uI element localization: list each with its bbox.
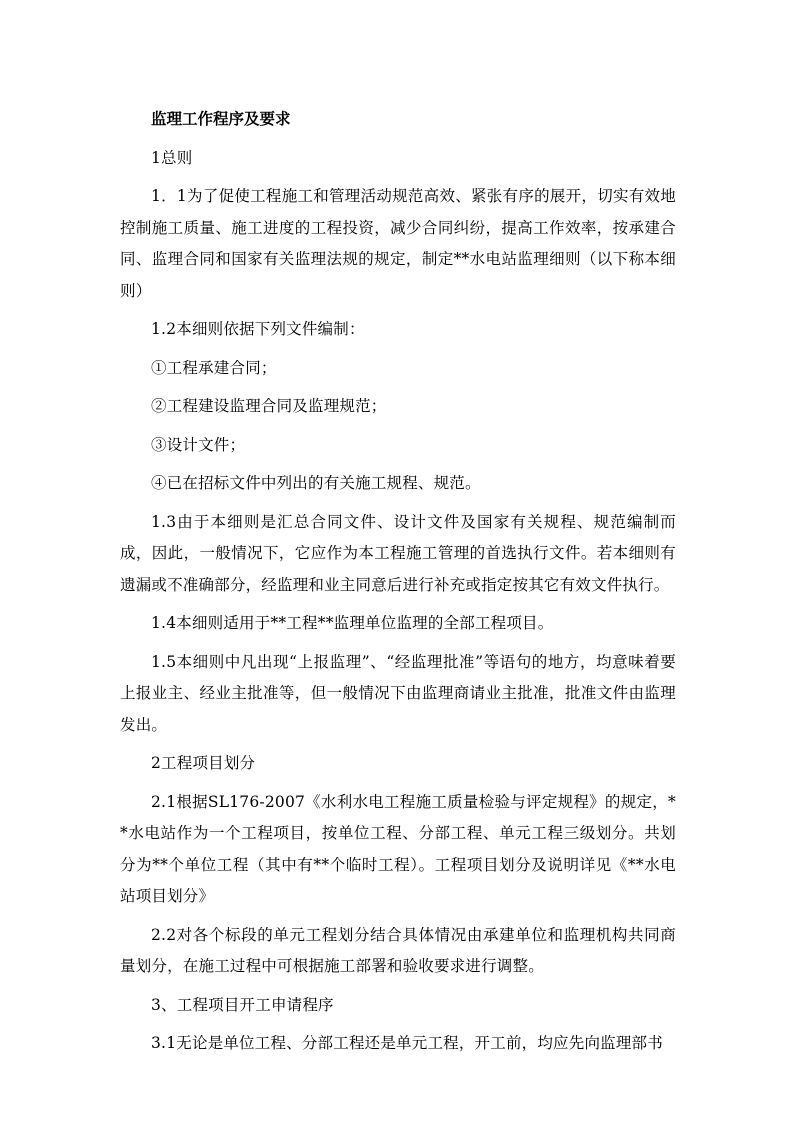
paragraph-1-1: 1．1为了促使工程施工和管理活动规范高效、紧张有序的展开，切实有效地控制施工质量、施工进度的工程投资，减少合同纠纷，提高工作效率，按承建合同、监理合同和国家有关监理法规的规定，制定**水电站监理细则（以下称本细则） [120,187,676,300]
list-item-3: ③设计文件； [151,435,246,454]
paragraph-2-2: 2.2对各个标段的单元工程划分结合具体情况由承建单位和监理机构共同商量划分，在施工过程中可根据施工部署和验收要求进行调整。 [120,925,676,975]
paragraph-1-3: 1.3由于本细则是汇总合同文件、设计文件及国家有关规程、规范编制而成，因此，一般情况下，它应作为本工程施工管理的首选执行文件。若本细则有遗漏或不准确部分，经监理和业主同意后进行补充或指定按其它有效文件执行。 [120,512,676,594]
paragraph-2-1: 2.1根据SL176-2007《水利水电工程施工质量检验与评定规程》的规定，**水电站作为一个工程项目，按单位工程、分部工程、单元工程三级划分。共划分为**个单位工程（其中有**个临时工程）。工程项目划分及说明详见《**水电站项目划分》 [120,792,676,905]
section-1-heading: 1总则 [151,148,193,167]
paragraph-1-4: 1.4本细则适用于**工程**监理单位监理的全部工程项目。 [151,614,554,632]
list-item-1: ①工程承建合同； [151,358,277,377]
paragraph-3-1: 3.1无论是单位工程、分部工程还是单元工程，开工前，均应先向监理部书 [151,1034,663,1052]
paragraph-1-5: 1.5本细则中凡出现“上报监理”、“经监理批准”等语句的地方，均意味着要上报业主、经业主批准等，但一般情况下由监理商请业主批准，批准文件由监理发出。 [120,652,676,734]
paragraph-1-2: 1.2本细则依据下列文件编制： [151,320,365,338]
section-2-heading: 2工程项目划分 [151,754,256,772]
section-3-heading: 3、工程项目开工申请程序 [151,995,334,1014]
list-item-4: ④已在招标文件中列出的有关施工规程、规范。 [151,474,481,492]
list-item-2: ②工程建设监理合同及监理规范； [151,397,387,415]
document-title: 监理工作程序及要求 [151,110,291,128]
document-body [120,104,676,1060]
